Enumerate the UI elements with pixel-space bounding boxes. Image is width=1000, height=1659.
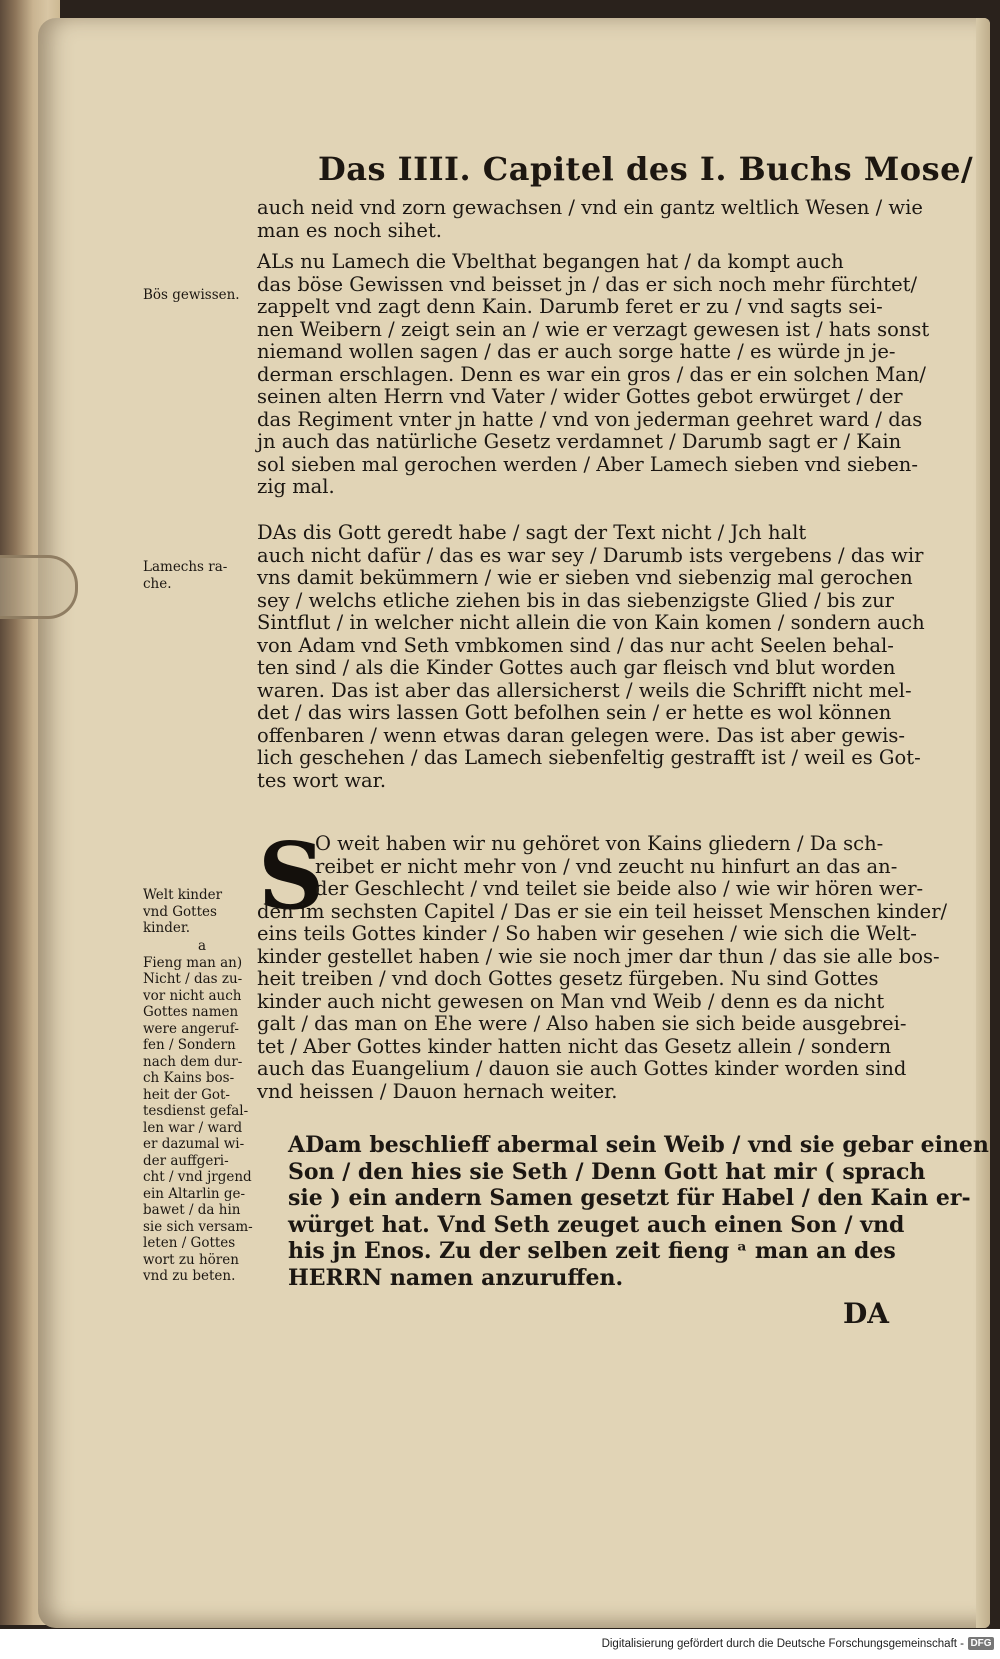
- text-line: auch nicht dafür / das es war sey / Darumb ists vergebens / das wir: [257, 543, 924, 567]
- note-line: Nicht / das zu-: [143, 971, 243, 987]
- text-line: heit treiben / vnd doch Gottes gesetz fürgeben. Nu sind Gottes: [257, 967, 879, 990]
- text-line: lich geschehen / das Lamech siebenfeltig gestrafft ist / weil es Got-: [257, 746, 921, 769]
- note-line: fen / Sondern: [143, 1037, 236, 1053]
- note-line: che.: [143, 575, 172, 592]
- text-line: auch neid vnd zorn gewachsen / vnd ein gantz weltlich Wesen / wie: [257, 196, 923, 219]
- note-line: vor nicht auch: [143, 987, 242, 1004]
- text-line: HERRN namen anzuruffen.: [288, 1264, 624, 1291]
- text-line: eins teils Gottes kinder / So haben wir gesehen / wie sich die Welt-: [257, 922, 917, 945]
- note-line: ch Kains bos-: [143, 1070, 235, 1086]
- text-line: würget hat. Vnd Seth zeuget auch einen Son / vnd: [288, 1211, 905, 1238]
- text-line: seinen alten Herrn vnd Vater / wider Gottes gebot erwürget / der: [257, 385, 903, 408]
- note-line: Bös gewissen.: [143, 287, 240, 303]
- text-line: kinder auch nicht gewesen on Man vnd Weib / denn es da nicht: [257, 989, 885, 1013]
- text-line: DAs dis Gott geredt habe / sagt der Text nicht / Jch halt: [257, 521, 807, 544]
- page-fore-edge: [976, 18, 990, 1628]
- text-line: sey / welchs etliche ziehen bis in das siebenzigste Glied / bis zur: [257, 588, 894, 612]
- text-line: derman erschlagen. Denn es war ein gros / das er ein solchen Man/: [257, 362, 926, 386]
- text-line: galt / das man on Ehe were / Also haben sie sich beide ausgebrei-: [257, 1012, 907, 1035]
- text-line: jn auch das natürliche Gesetz verdamnet / Darumb sagt er / Kain: [257, 430, 902, 453]
- note-line: der auffgeri-: [143, 1152, 229, 1169]
- note-line: nach dem dur-: [143, 1053, 243, 1070]
- note-line: were angeruf-: [143, 1020, 239, 1037]
- book-clasp: [0, 555, 78, 619]
- text-line: sie ) ein andern Samen gesetzt für Habel / den Kain er-: [288, 1185, 971, 1211]
- margin-note-boes-gewissen: [143, 287, 240, 304]
- text-line: sol sieben mal gerochen werden / Aber Lamech sieben vnd sieben-: [257, 452, 918, 476]
- note-line: heit der Got-: [143, 1086, 230, 1103]
- note-line: a: [198, 938, 207, 954]
- text-line: niemand wollen sagen / das er auch sorge hatte / es würde jn je-: [257, 340, 896, 363]
- dfg-logo-icon: DFG: [968, 1637, 994, 1650]
- text-line: zig mal.: [257, 475, 335, 498]
- note-line: er dazumal wi-: [143, 1136, 245, 1152]
- text-line: tes wort war.: [257, 768, 387, 792]
- text-line: von Adam vnd Seth vmbkomen sind / das nur acht Seelen behal-: [257, 633, 894, 657]
- text-line: vnd heissen / Dauon hernach weiter.: [257, 1079, 618, 1103]
- text-line: Son / den hies sie Seth / Denn Gott hat mir ( sprach: [288, 1158, 926, 1185]
- text-line: O weit haben wir nu gehöret von Kains gliedern / Da sch-: [315, 832, 884, 855]
- note-line: bawet / da hin: [143, 1202, 241, 1218]
- text-line: zappelt vnd zagt denn Kain. Darumb feret er zu / vnd sagts sei-: [257, 295, 883, 318]
- note-line: Lamechs ra-: [143, 559, 228, 575]
- text-line: ten sind / als die Kinder Gottes auch gar fleisch vnd blut worden: [257, 656, 896, 679]
- note-line: leten / Gottes: [143, 1235, 236, 1251]
- text-line: waren. Das ist aber das allersicherst / weils die Schrifft nicht mel-: [257, 678, 912, 702]
- paragraph-intro: [257, 197, 923, 242]
- text-line: der Geschlecht / vnd teilet sie beide also / wie wir hören wer-: [315, 877, 924, 900]
- text-line: his jn Enos. Zu der selben zeit fieng ᵃ man an des: [288, 1238, 896, 1264]
- note-line: vnd zu beten.: [143, 1268, 236, 1284]
- text-line: kinder gestellet haben / wie sie noch jmer dar thun / das sie alle bos-: [257, 944, 940, 968]
- text-line: tet / Aber Gottes kinder hatten nicht das Gesetz allein / sondern: [257, 1034, 892, 1058]
- drop-capital: S: [258, 822, 325, 930]
- text-line: nen Weibern / zeigt sein an / wie er verzagt gewesen ist / hats sonst: [257, 317, 930, 341]
- text-line: vns damit bekümmern / wie er sieben vnd siebenzig mal gerochen: [257, 566, 913, 589]
- margin-note-welt-kinder: [143, 887, 222, 937]
- text-line: ADam beschlieff abermal sein Weib / vnd sie gebar einen: [288, 1132, 989, 1158]
- note-line: Fieng man an): [143, 954, 243, 971]
- note-line: cht / vnd jrgend: [143, 1169, 252, 1185]
- note-line: Gottes namen: [143, 1004, 239, 1020]
- paragraph-gott-geredt: [257, 522, 925, 792]
- scripture-quote: [288, 1132, 989, 1291]
- text-line: offenbaren / wenn etwas daran gelegen were. Das ist aber gewis-: [257, 723, 905, 747]
- text-line: reibet er nicht mehr von / vnd zeucht nu hinfurt an das an-: [315, 854, 898, 878]
- catchword: DA: [843, 1297, 890, 1330]
- text-line: man es noch sihet.: [257, 218, 442, 242]
- text-line: Sintflut / in welcher nicht allein die von Kain komen / sondern auch: [257, 611, 925, 634]
- note-line: Welt kinder: [143, 887, 223, 903]
- note-line: sie sich versam-: [143, 1218, 253, 1235]
- text-line: das böse Gewissen vnd beisset jn / das er sich noch mehr fürchtet/: [257, 272, 918, 296]
- margin-note-lamechs-rache: [143, 559, 227, 592]
- note-line: kinder.: [143, 920, 191, 936]
- note-line: vnd Gottes: [143, 903, 217, 920]
- note-line: wort zu hören: [143, 1251, 239, 1268]
- text-line: det / das wirs lassen Gott befolhen sein / er hette es wol können: [257, 701, 892, 724]
- note-line: ein Altarlin ge-: [143, 1185, 246, 1202]
- note-line: len war / ward: [143, 1119, 243, 1136]
- note-line: tesdienst gefal-: [143, 1103, 249, 1119]
- running-head: Das IIII. Capitel des I. Buchs Mose/: [318, 150, 974, 188]
- text-line: den im sechsten Capitel / Das er sie ein teil heisset Menschen kinder/: [257, 899, 948, 923]
- text-line: das Regiment vnter jn hatte / vnd von jederman geehret ward / das: [257, 407, 923, 431]
- footer-credit: Digitalisierung gefördert durch die Deutsche Forschungsgemeinschaft -: [601, 1638, 964, 1650]
- margin-note-fieng-man-an: [143, 938, 253, 1285]
- paragraph-kains-gliedern: [257, 833, 947, 1103]
- paragraph-lamech: [257, 251, 929, 499]
- text-line: auch das Euangelium / dauon sie auch Gottes kinder worden sind: [257, 1057, 907, 1080]
- text-line: ALs nu Lamech die Vbelthat begangen hat / da kompt auch: [257, 250, 844, 273]
- digitization-footer: [0, 1629, 1000, 1659]
